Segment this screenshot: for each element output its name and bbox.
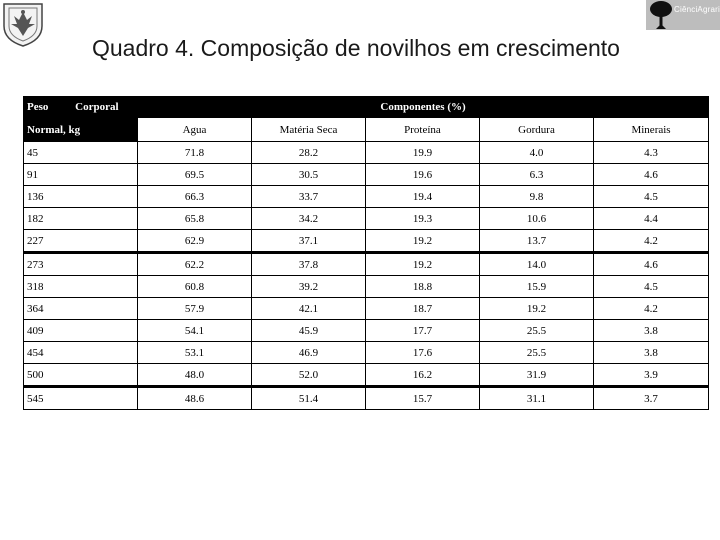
value-cell: 19.4 [366,186,480,208]
weight-cell: 318 [24,276,138,298]
value-cell: 4.5 [594,276,709,298]
value-cell: 39.2 [252,276,366,298]
value-cell: 48.6 [138,387,252,410]
table-row [24,298,709,320]
weight-header-line2: Normal, kg [24,118,138,142]
university-crest-icon [0,0,46,48]
value-cell: 10.6 [480,208,594,230]
value-cell: 15.9 [480,276,594,298]
weight-cell: 182 [24,208,138,230]
value-cell: 4.0 [480,142,594,164]
value-cell: 3.8 [594,320,709,342]
weight-cell: 273 [24,253,138,276]
value-cell: 19.3 [366,208,480,230]
weight-cell: 136 [24,186,138,208]
value-cell: 51.4 [252,387,366,410]
value-cell: 17.7 [366,320,480,342]
value-cell: 16.2 [366,364,480,387]
value-cell: 65.8 [138,208,252,230]
value-cell: 48.0 [138,364,252,387]
value-cell: 30.5 [252,164,366,186]
weight-cell: 45 [24,142,138,164]
weight-header-peso: Peso [27,101,49,113]
components-group-header: Componentes (%) [138,97,709,118]
column-header-proteina: Proteína [366,118,480,142]
value-cell: 4.2 [594,298,709,320]
composition-table [23,96,709,410]
table-row [24,253,709,276]
value-cell: 13.7 [480,230,594,253]
value-cell: 57.9 [138,298,252,320]
weight-cell: 91 [24,164,138,186]
value-cell: 4.6 [594,253,709,276]
value-cell: 14.0 [480,253,594,276]
weight-cell: 409 [24,320,138,342]
page-title: Quadro 4. Composição de novilhos em crescimento [92,35,620,61]
weight-cell: 227 [24,230,138,253]
value-cell: 3.7 [594,387,709,410]
value-cell: 4.3 [594,142,709,164]
value-cell: 62.2 [138,253,252,276]
value-cell: 25.5 [480,320,594,342]
value-cell: 37.1 [252,230,366,253]
value-cell: 31.1 [480,387,594,410]
value-cell: 4.2 [594,230,709,253]
value-cell: 9.8 [480,186,594,208]
value-cell: 53.1 [138,342,252,364]
value-cell: 19.2 [366,230,480,253]
value-cell: 19.9 [366,142,480,164]
column-header-minerais: Minerais [594,118,709,142]
weight-cell: 454 [24,342,138,364]
value-cell: 37.8 [252,253,366,276]
value-cell: 28.2 [252,142,366,164]
table-row [24,387,709,410]
table-row [24,230,709,253]
value-cell: 62.9 [138,230,252,253]
value-cell: 71.8 [138,142,252,164]
table-row [24,164,709,186]
value-cell: 4.5 [594,186,709,208]
table-row [24,276,709,298]
table-row [24,364,709,387]
table-row [24,208,709,230]
value-cell: 19.2 [366,253,480,276]
value-cell: 15.7 [366,387,480,410]
weight-header-corporal: Corporal [75,101,119,113]
value-cell: 17.6 [366,342,480,364]
value-cell: 25.5 [480,342,594,364]
table-row [24,320,709,342]
value-cell: 46.9 [252,342,366,364]
column-header-materia-seca: Matéria Seca [252,118,366,142]
value-cell: 42.1 [252,298,366,320]
ciencia-agraria-logo [646,0,720,30]
column-header-gordura: Gordura [480,118,594,142]
table-body [24,142,709,410]
value-cell: 33.7 [252,186,366,208]
value-cell: 34.2 [252,208,366,230]
brand-text: CiênciAgrari [674,5,720,14]
value-cell: 54.1 [138,320,252,342]
value-cell: 4.6 [594,164,709,186]
value-cell: 3.9 [594,364,709,387]
value-cell: 18.7 [366,298,480,320]
table-row [24,342,709,364]
column-header-agua: Agua [138,118,252,142]
weight-header-line1 [24,97,138,118]
value-cell: 31.9 [480,364,594,387]
weight-cell: 500 [24,364,138,387]
value-cell: 60.8 [138,276,252,298]
table-row [24,186,709,208]
value-cell: 19.2 [480,298,594,320]
value-cell: 3.8 [594,342,709,364]
value-cell: 66.3 [138,186,252,208]
value-cell: 6.3 [480,164,594,186]
value-cell: 69.5 [138,164,252,186]
value-cell: 45.9 [252,320,366,342]
value-cell: 18.8 [366,276,480,298]
weight-cell: 364 [24,298,138,320]
weight-cell: 545 [24,387,138,410]
table-row [24,142,709,164]
value-cell: 4.4 [594,208,709,230]
value-cell: 52.0 [252,364,366,387]
tree-icon [648,0,674,30]
value-cell: 19.6 [366,164,480,186]
